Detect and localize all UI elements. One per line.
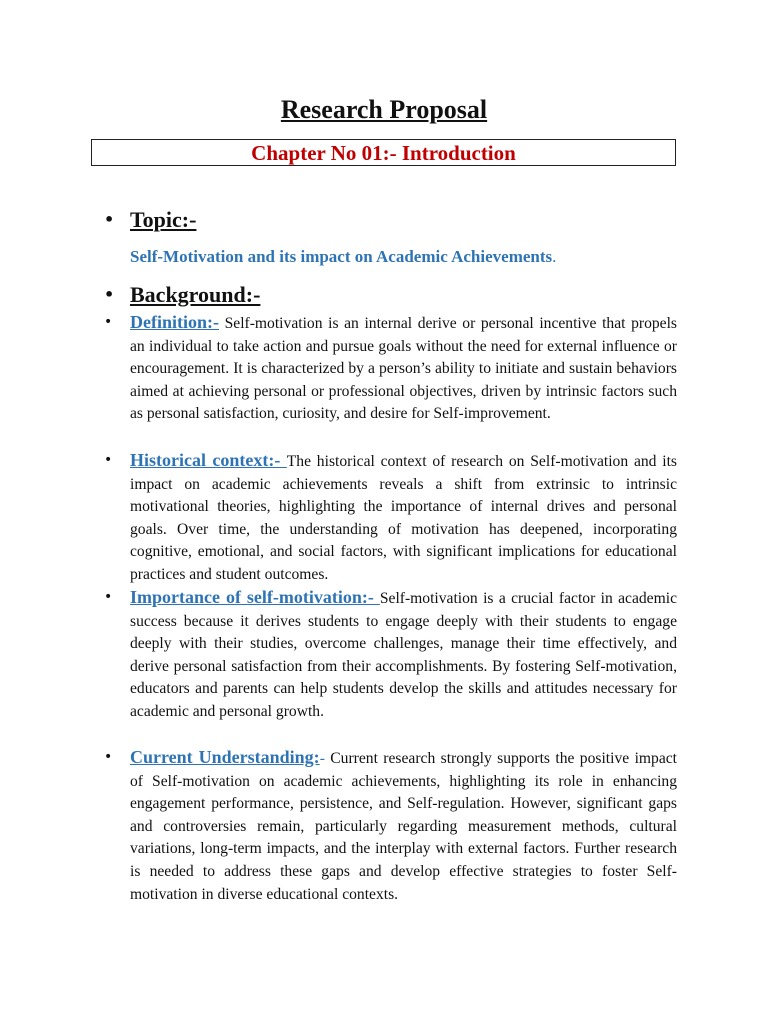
historical-context-text: The historical context of research on Self-motivation and its impact on academic achievements reveals a shift from extrinsic to intrinsic motivational theories, highlighting the importance of internal drives and personal goals. Over time, the understanding of motivation has deepened, incorporating cognitive, emotional, and social factors, with significant implications for educational practices and student outcomes.: [130, 453, 677, 583]
topic-heading-item: [104, 205, 677, 235]
topic-heading: Topic:-: [130, 207, 197, 232]
historical-context-item: [104, 449, 677, 587]
background-heading-item: [104, 280, 677, 310]
bullet-icon: •: [104, 285, 115, 304]
bullet-icon: •: [104, 589, 113, 605]
current-understanding-text: Current research strongly supports the positive impact of Self-motivation on academic achievements, highlighting its role in enhancing engagement performance, persistence, and Self-regulation. However, significant gaps and controversies remain, particularly regarding measurement methods, cultural variations, long-term impacts, and the interplay with external factors. Further research is needed to address these gaps and develop effective strategies to foster Self-motivation in diverse educational contexts.: [130, 750, 678, 903]
current-understanding-item: [104, 746, 678, 906]
importance-item: [104, 586, 677, 724]
topic-text: [130, 246, 556, 268]
bullet-icon: •: [104, 452, 113, 468]
definition-label: Definition:-: [130, 312, 219, 332]
current-understanding-label: Current Understanding:: [130, 747, 320, 767]
page-title: Research Proposal: [280, 95, 488, 124]
definition-item: [104, 311, 677, 426]
importance-label: Importance of self-motivation:-: [130, 587, 380, 607]
bullet-icon: •: [104, 314, 113, 330]
definition-text: Self-motivation is an internal derive or personal incentive that propels an individual to take action and pursue goals without the need for external influence or encouragement. It is characterized by a person’s ability to initiate and sustain behaviors aimed at achieving personal or professional objectives, driven by intrinsic factors such as personal satisfaction, curiosity, and desire for Self-improvement.: [130, 315, 677, 423]
importance-text: Self-motivation is a crucial factor in academic success because it derives students to engage deeply with their students to engage deeply with their studies, overcome challenges, manage their time effectively, and derive personal satisfaction from their accomplishments. By fostering Self-motivation, educators and parents can help students develop the skills and attitudes necessary for academic and personal growth.: [130, 590, 677, 720]
historical-context-label: Historical context:-: [130, 450, 287, 470]
background-heading: Background:-: [130, 282, 261, 307]
current-understanding-dash: -: [319, 750, 325, 767]
topic-period: .: [552, 247, 557, 266]
bullet-icon: •: [104, 210, 115, 229]
bullet-icon: •: [104, 749, 113, 765]
chapter-heading-box: Chapter No 01:- Introduction: [91, 139, 676, 166]
topic-title: Self-Motivation and its impact on Academic Achievements: [130, 247, 553, 266]
